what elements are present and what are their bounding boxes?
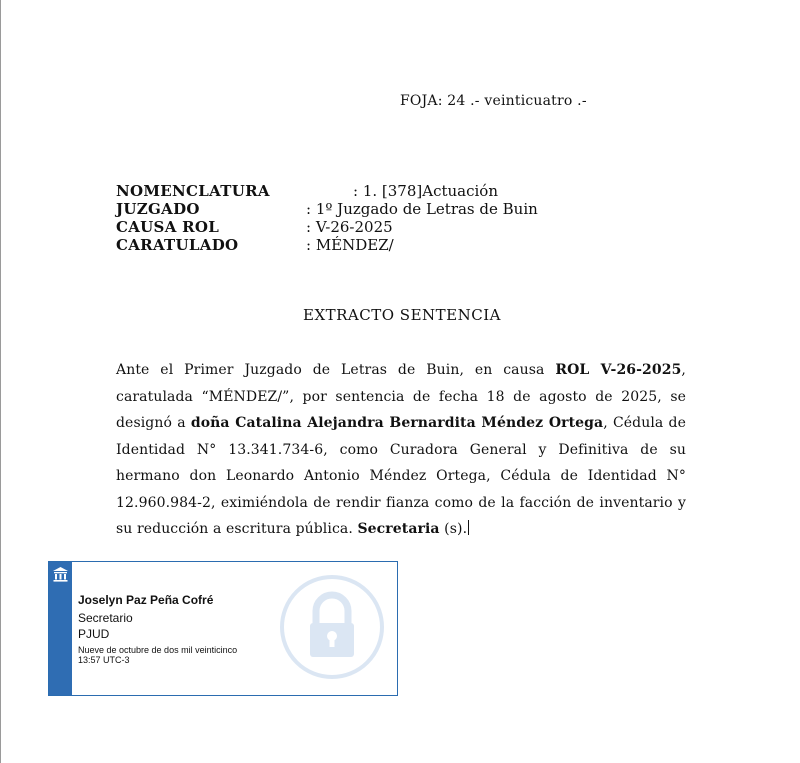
meta-key: JUZGADO <box>116 200 200 218</box>
meta-value: : 1º Juzgado de Letras de Buin <box>306 200 538 218</box>
page-edge <box>0 0 1 763</box>
meta-value: : MÉNDEZ/ <box>306 236 394 254</box>
signer-role: Secretario <box>78 611 133 625</box>
meta-key: CAUSA ROL <box>116 218 220 236</box>
document-title: EXTRACTO SENTENCIA <box>303 306 501 324</box>
body-text-2: , caratulada “MÉNDEZ/”, por sentencia de fecha 18 de agosto de 2025, se designó a <box>116 362 686 431</box>
signer-organization: PJUD <box>78 627 110 641</box>
meta-key: NOMENCLATURA <box>116 182 270 200</box>
secretaria-label: Secretaria <box>357 521 440 537</box>
signature-date: Nueve de octubre de dos mil veinticinco <box>78 645 238 655</box>
lock-watermark-icon <box>278 573 386 681</box>
signature-details <box>78 592 237 665</box>
designated-person: doña Catalina Alejandra Bernardita Méndez Ortega <box>190 415 604 431</box>
electronic-signature-box <box>48 561 398 696</box>
signature-accent-strip <box>49 562 72 695</box>
body-text-1: Ante el Primer Juzgado de Letras de Buin, en causa <box>116 362 556 378</box>
foja-header: FOJA: 24 .- veinticuatro .- <box>400 93 587 109</box>
text-cursor <box>468 520 469 535</box>
case-rol: ROL V-26-2025 <box>555 362 682 378</box>
body-text-3: , Cédula de Identidad N° 13.341.734-6, como Curadora General y Definitiva de su hermano don Leonardo Antonio Méndez Ortega, Cédula de Identidad N° 12.960.984-2, eximiéndola de rendir fianza como de la facción de inventario y su reducción a escritura pública. <box>116 415 686 537</box>
document-body <box>116 357 686 543</box>
meta-key: CARATULADO <box>116 236 239 254</box>
signature-time: 13:57 UTC-3 <box>78 655 130 665</box>
meta-value: : V-26-2025 <box>306 218 393 236</box>
signer-name: Joselyn Paz Peña Cofré <box>78 593 214 607</box>
meta-value: : 1. [378]Actuación <box>353 182 498 200</box>
body-text-4: (s). <box>439 521 468 537</box>
institution-icon <box>52 566 69 583</box>
